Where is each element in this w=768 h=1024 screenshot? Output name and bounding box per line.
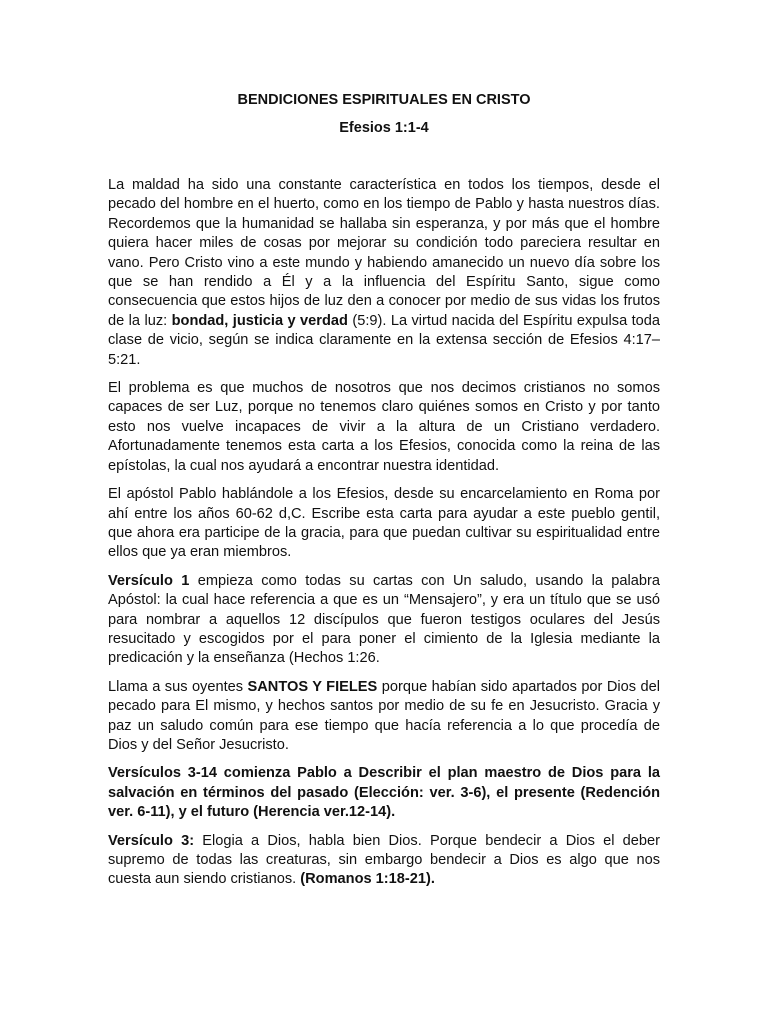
paragraph-7-reference: (Romanos 1:18-21) <box>300 871 431 888</box>
paragraph-4 <box>108 572 660 669</box>
paragraph-1-text-a: La maldad ha sido una constante característica en todos los tiempos, desde el pecado del hombre en el huerto, como en los tiempo de Pablo y hasta nuestros días. Recordemos que la humanidad se hallaba sin esperanza, y por más que el hombre quiera hacer miles de cosas por mejorar su condición todo pareciera resultar en vano. Pero Cristo vino a este mundo y habiendo amanecido un nuevo día sobre los que se han rendido a Él y a la influencia del Espíritu Santo, sigue como consecuencia que estos hijos de luz den a conocer por medio de sus vidas los frutos de la luz: <box>108 177 660 329</box>
document-subtitle: Efesios 1:1-4 <box>339 120 429 136</box>
paragraph-7 <box>108 832 660 890</box>
paragraph-4-text: empieza como todas su cartas con Un saludo, usando la palabra Apóstol: la cual hace referencia a que es un “Mensajero”, y era un título que se usó para nombrar a aquellos 12 discípulos que fueron testigos oculares del Jesús resucitado y escogidos por el para poner el cimiento de la Iglesia mediante la predicación y la enseñanza (Hechos 1:26. <box>108 572 660 667</box>
paragraph-2: El problema es que muchos de nosotros que nos decimos cristianos no somos capaces de ser Luz, porque no tenemos claro quiénes somos en Cristo y por tanto esto nos vuelve incapaces de vivir a la altura de un Cristiano verdadero. Afortunadamente tenemos esta carta a los Efesios, conocida como la reina de las epístolas, la cual nos ayudará a encontrar nuestra identidad. <box>108 380 660 474</box>
paragraph-4-bold: Versículo 1 <box>108 572 190 589</box>
paragraph-5-text-c: porque habían sido apartados por Dios del pecado para El mismo, y hechos santos por medio de su fe en Jesucristo. Gracia y paz un saludo común para ese tiempo que hacía referencia a lo que procedía de Dios y del Señor Jesucristo. <box>108 678 660 753</box>
paragraph-7-end: . <box>430 871 435 888</box>
paragraph-6-bold: Versículos 3-14 comienza Pablo a Describir el plan maestro de Dios para la salvación en términos del pasado (Elección: ver. 3-6), el presente (Redención ver. 6-11), y el futuro (Herencia ver.12-14). <box>108 765 660 821</box>
paragraph-1 <box>108 176 660 370</box>
paragraph-1-bold: bondad, justicia y verdad <box>171 312 348 329</box>
paragraph-5-text-a: Llama a sus oyentes <box>108 678 248 695</box>
paragraph-5 <box>108 678 660 756</box>
document-title: BENDICIONES ESPIRITUALES EN CRISTO <box>237 92 531 108</box>
paragraph-3: El apóstol Pablo hablándole a los Efesios, desde su encarcelamiento en Roma por ahí entre los años 60-62 d,C. Escribe esta carta para ayudar a este pueblo gentil, que ahora era participe de la gracia, para que puedan cultivar su espiritualidad entre ellos que ya eran miembros. <box>108 486 660 561</box>
paragraph-1-text-c: (5:9). La virtud nacida del Espíritu expulsa toda clase de vicio, según se indica claramente en la extensa sección de Efesios 4:17– 5:21. <box>108 312 661 368</box>
paragraph-7-text: Elogia a Dios, habla bien Dios. Porque bendecir a Dios el deber supremo de todas las creaturas, sin embargo bendecir a Dios es algo que nos cuesta aun siendo cristianos. <box>108 832 660 888</box>
paragraph-6 <box>108 764 660 822</box>
paragraph-7-bold: Versículo 3: <box>108 832 195 849</box>
paragraph-5-bold: SANTOS Y FIELES <box>247 678 378 695</box>
